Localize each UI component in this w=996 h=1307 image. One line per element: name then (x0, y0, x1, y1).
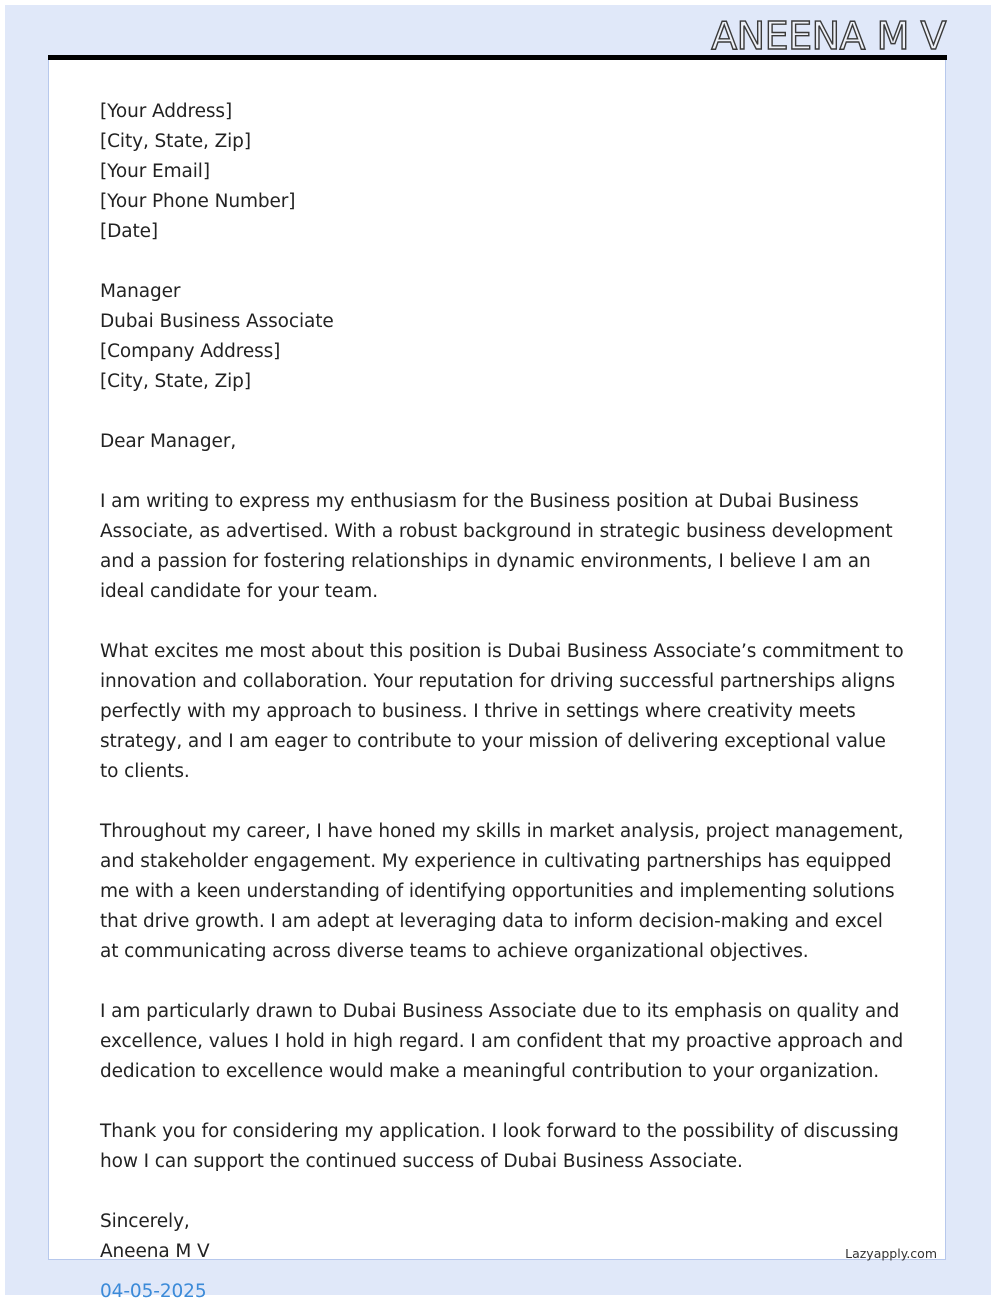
body-paragraph: Throughout my career, I have honed my skills in market analysis, project management, and stakeholder engagement. My experience in cultivating partnerships has equipped me with a keen understanding of identifying opportunities and implementing solutions that drive growth. I am adept at leveraging data to inform decision-making and excel at communicating across diverse teams to achieve organizational objectives. (100, 821, 904, 962)
signed-date: 04-05-2025 (100, 1281, 207, 1302)
applicant-name-header: ANEENA M V (711, 14, 946, 58)
recipient-city-state-zip: [City, State, Zip] (100, 371, 251, 392)
sender-city-state-zip: [City, State, Zip] (100, 131, 251, 152)
sender-date: [Date] (100, 221, 159, 242)
sender-address: [Your Address] (100, 101, 233, 122)
sender-email: [Your Email] (100, 161, 210, 182)
body-paragraph: Thank you for considering my application. I look forward to the possibility of discussing how I can support the continued success of Dubai Business Associate. (100, 1121, 899, 1172)
recipient-address: [Company Address] (100, 341, 281, 362)
footer-brand: Lazyapply.com (845, 1246, 937, 1261)
salutation: Dear Manager, (100, 431, 237, 452)
recipient-company: Dubai Business Associate (100, 311, 334, 332)
body-paragraph: I am particularly drawn to Dubai Business Associate due to its emphasis on quality and excellence, values I hold in high regard. I am confident that my proactive approach and dedication to excellence would make a meaningful contribution to your organization. (100, 1001, 904, 1082)
body-paragraph: What excites me most about this position is Dubai Business Associate’s commitment to innovation and collaboration. Your reputation for driving successful partnerships aligns perfectly with my approach to business. I thrive in settings where creativity meets strategy, and I am eager to contribute to your mission of delivering exceptional value to clients. (100, 641, 904, 782)
signature-name: Aneena M V (100, 1241, 210, 1262)
sender-phone: [Your Phone Number] (100, 191, 296, 212)
body-paragraph: I am writing to express my enthusiasm for the Business position at Dubai Business Associate, as advertised. With a robust background in strategic business development and a passion for fostering relationships in dynamic environments, I believe I am an ideal candidate for your team. (100, 491, 893, 602)
letter-body (100, 97, 906, 1307)
recipient-title: Manager (100, 281, 181, 302)
closing: Sincerely, (100, 1211, 190, 1232)
